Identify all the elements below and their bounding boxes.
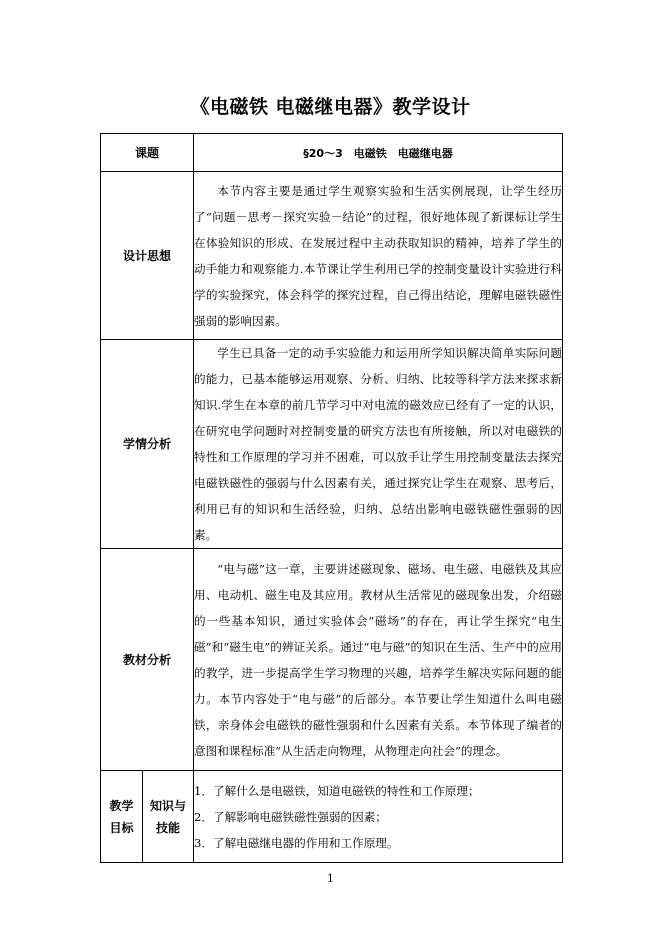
goal-label	[101, 771, 143, 863]
document-title: 《电磁铁 电磁继电器》教学设计	[190, 96, 471, 118]
goal-label-line-1: 教学	[109, 798, 134, 813]
student-cell	[194, 340, 563, 549]
student-label: 学情分析	[101, 340, 194, 549]
lesson-design-table	[100, 133, 563, 863]
goal-row	[101, 771, 563, 863]
page-number: 1	[327, 872, 334, 885]
design-row	[101, 172, 563, 340]
goal-sub-line-2: 技能	[156, 820, 181, 835]
goal-sub-line-1: 知识与	[150, 798, 187, 813]
design-text: 本节内容主要是通过学生观察实验和生活实例展现，让学生经历了“问题－思考－探究实验－结论”的过程，很好地体现了新课标让学生在体验知识的形成、在发展过程中主动获取知识的精神，培养了学生的动手能力和观察能力.本节课让学生利用已学的控制变量设计实验进行科学的实验探究，体会科学的探究过程，自己得出结论，理解电磁铁磁性强弱的影响因素。	[194, 183, 563, 328]
student-text: 学生已具备一定的动手实验能力和运用所学知识解决简单实际问题的能力，已基本能够运用观察、分析、归纳、比较等科学方法来探求新知识.学生在本章的前几节学习中对电流的磁效应已经有了一定的认识，在研究电学问题时对控制变量的研究方法也有所接触，所以对电磁铁的特性和工作原理的学习并不困难，可以放手让学生用控制变量法去探究电磁铁磁性的强弱与什么因素有关，通过探究让学生在观察、思考后，利用已有的知识和生活经验，归纳、总结出影响电磁铁磁性强弱的因素。	[194, 346, 563, 542]
goal-label-line-2: 目标	[109, 820, 134, 835]
goal-item: 3．了解电磁继电器的作用和工作原理。	[194, 835, 399, 850]
textbook-text: “电与磁”这一章，主要讲述磁现象、磁场、电生磁、电磁铁及其应用、电动机、磁生电及其应用。教材从生活常见的磁现象出发，介绍磁的一些基本知识，通过实验体会“磁场”的存在，再让学生探究“电生磁”和“磁生电”的辨证关系。通过“电与磁”的知识在生活、生产中的应用的教学，进一步提高学生学习物理的兴趣，培养学生解决实际问题的能力。本节内容处于“电与磁”的后部分。本节要让学生知道什么叫电磁铁，亲身体会电磁铁的磁性强弱和什么因素有关系。本节体现了编者的意图和课程标准“从生活走向物理，从物理走向社会”的理念。	[194, 561, 563, 758]
textbook-row	[101, 549, 563, 771]
student-row	[101, 340, 563, 549]
topic-row	[101, 134, 563, 172]
design-cell	[194, 172, 563, 340]
goal-item: 1．了解什么是电磁铁，知道电磁铁的特性和工作原理；	[194, 783, 480, 798]
textbook-cell	[194, 549, 563, 771]
topic-label: 课题	[101, 134, 194, 172]
design-label: 设计思想	[101, 172, 194, 340]
goal-sub-label	[143, 771, 194, 863]
goal-list	[194, 771, 563, 863]
topic-value: §20～3 电磁铁 电磁继电器	[194, 134, 563, 172]
goal-item: 2．了解影响电磁铁磁性强弱的因素；	[194, 809, 387, 824]
textbook-label: 教材分析	[101, 549, 194, 771]
